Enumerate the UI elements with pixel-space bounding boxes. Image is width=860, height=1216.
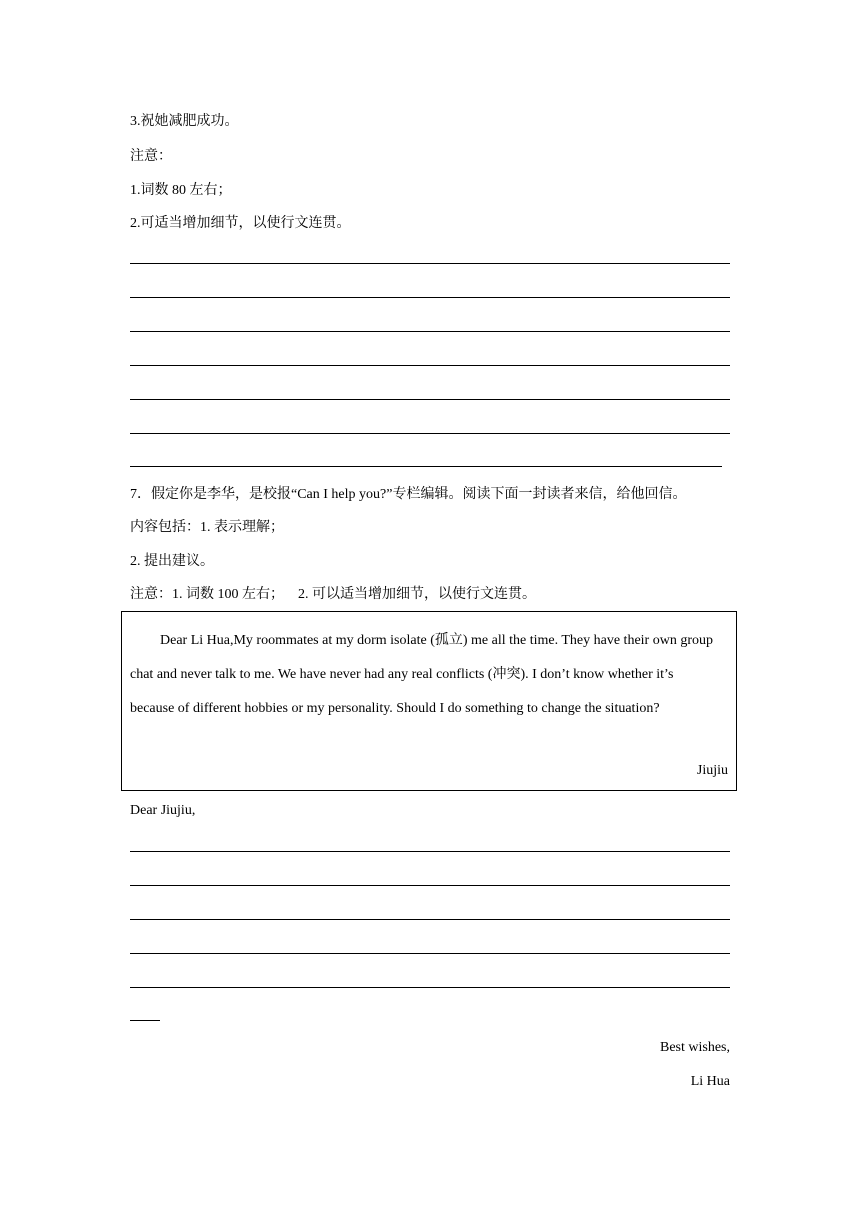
note-1-word-count: 1.词数 80 左右；	[130, 183, 232, 198]
writing-line[interactable]	[130, 263, 730, 264]
content-point-2: 2. 提出建议。	[130, 554, 214, 569]
writing-line[interactable]	[130, 851, 730, 852]
writing-line[interactable]	[130, 1020, 160, 1021]
writing-line[interactable]	[130, 466, 722, 467]
reply-closing: Best wishes,	[660, 1040, 730, 1055]
writing-line[interactable]	[130, 433, 730, 434]
reply-signature: Li Hua	[690, 1074, 730, 1089]
writing-line[interactable]	[130, 297, 730, 298]
writing-line[interactable]	[130, 953, 730, 954]
note-2-details: 2.可适当增加细节，以使行文连贯。	[130, 216, 351, 231]
reader-letter-text: Dear Li Hua,My roommates at my dorm isolate (孤立) me all the time. They have their own group chat and never talk to me. We have never had any real conflicts (冲突). I don’t know whether it’s because of different hobbies or my personality. Should I do something to change the situation?	[130, 633, 713, 716]
writing-line[interactable]	[130, 331, 730, 332]
writing-line[interactable]	[130, 987, 730, 988]
task-7-notes: 注意：1. 词数 100 左右； 2. 可以适当增加细节，以使行文连贯。	[130, 587, 536, 602]
reader-letter-box	[121, 611, 737, 791]
notes-title: 注意：	[130, 149, 172, 164]
task-7-prompt: 7．假定你是李华，是校报“Can I help you?”专栏编辑。阅读下面一封读者来信，给他回信。	[130, 487, 687, 502]
reply-salutation: Dear Jiujiu,	[130, 803, 196, 818]
point-3-wish: 3.祝她减肥成功。	[130, 114, 239, 129]
reader-letter-body	[130, 624, 720, 726]
writing-line[interactable]	[130, 885, 730, 886]
writing-line[interactable]	[130, 919, 730, 920]
writing-line[interactable]	[130, 365, 730, 366]
writing-line[interactable]	[130, 399, 730, 400]
content-intro: 内容包括：1. 表示理解；	[130, 520, 284, 535]
reader-letter-signature: Jiujiu	[696, 763, 728, 778]
